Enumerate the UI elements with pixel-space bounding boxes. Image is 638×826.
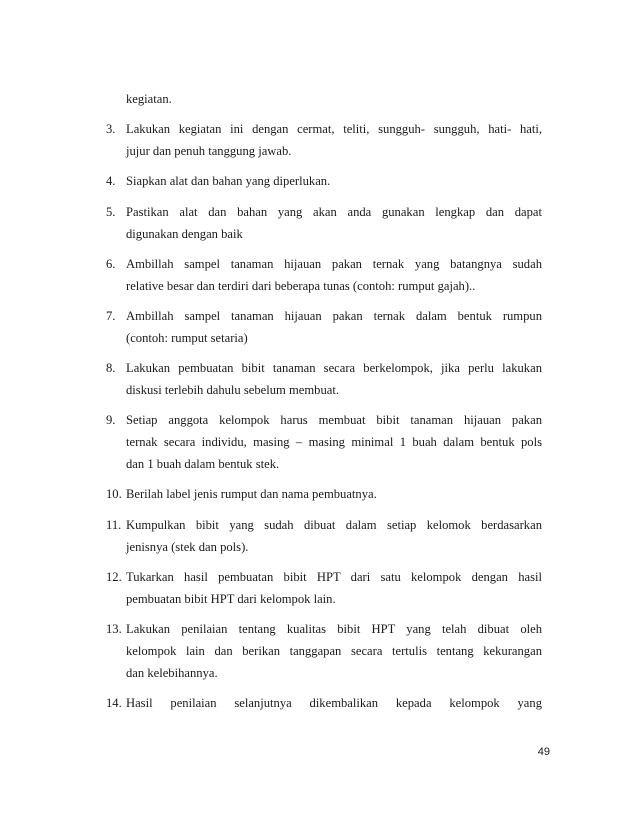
item-line: Siapkan alat dan bahan yang diperlukan. <box>126 174 331 188</box>
item-line: dan 1 buah dalam bentuk stek. <box>126 457 280 471</box>
item-line: Kumpulkan bibit yang sudah dibuat dalam setiap kelomok berdasarkan <box>126 518 542 532</box>
item-line: (contoh: rumput setaria) <box>126 331 248 345</box>
item-number: 11. <box>106 518 122 532</box>
item-number: 5. <box>106 205 116 219</box>
item-number: 6. <box>106 257 116 271</box>
item-number: 8. <box>106 361 116 375</box>
item-line: Berilah label jenis rumput dan nama pembuatnya. <box>126 487 377 501</box>
item-number: 13. <box>106 622 122 636</box>
item-number: 12. <box>106 570 122 584</box>
item-line: pembuatan bibit HPT dari kelompok lain. <box>126 592 336 606</box>
item-number: 10. <box>106 487 122 501</box>
item-number: 14. <box>106 696 122 710</box>
item-line: ternak secara individu, masing – masing minimal 1 buah dalam bentuk pols <box>126 435 542 449</box>
item-line: digunakan dengan baik <box>126 227 243 241</box>
item-line: Hasil penilaian selanjutnya dikembalikan kepada kelompok yang <box>126 696 542 710</box>
item-line: Ambillah sampel tanaman hijauan pakan ternak dalam bentuk rumpun <box>126 309 542 323</box>
page-number: 49 <box>537 746 550 758</box>
continuation-line: kegiatan. <box>126 92 172 106</box>
item-line: relative besar dan terdiri dari beberapa tunas (contoh: rumput gajah).. <box>126 279 476 293</box>
item-line: Lakukan penilaian tentang kualitas bibit HPT yang telah dibuat oleh <box>126 622 542 636</box>
item-number: 7. <box>106 309 116 323</box>
item-line: Lakukan kegiatan ini dengan cermat, teliti, sungguh- sungguh, hati- hati, <box>126 122 542 136</box>
item-line: diskusi terlebih dahulu sebelum membuat. <box>126 383 340 397</box>
item-line: jenisnya (stek dan pols). <box>126 540 249 554</box>
item-number: 3. <box>106 122 116 136</box>
item-line: kelompok lain dan berikan tanggapan secara tertulis tentang kekurangan <box>126 644 542 658</box>
item-line: Pastikan alat dan bahan yang akan anda gunakan lengkap dan dapat <box>126 205 542 219</box>
item-line: Lakukan pembuatan bibit tanaman secara berkelompok, jika perlu lakukan <box>126 361 542 375</box>
item-line: dan kelebihannya. <box>126 666 218 680</box>
item-line: Ambillah sampel tanaman hijauan pakan ternak yang batangnya sudah <box>126 257 542 271</box>
item-line: jujur dan penuh tanggung jawab. <box>126 144 292 158</box>
item-line: Setiap anggota kelompok harus membuat bibit tanaman hijauan pakan <box>126 413 542 427</box>
item-line: Tukarkan hasil pembuatan bibit HPT dari satu kelompok dengan hasil <box>126 570 542 584</box>
item-number: 9. <box>106 413 116 427</box>
item-number: 4. <box>106 174 116 188</box>
